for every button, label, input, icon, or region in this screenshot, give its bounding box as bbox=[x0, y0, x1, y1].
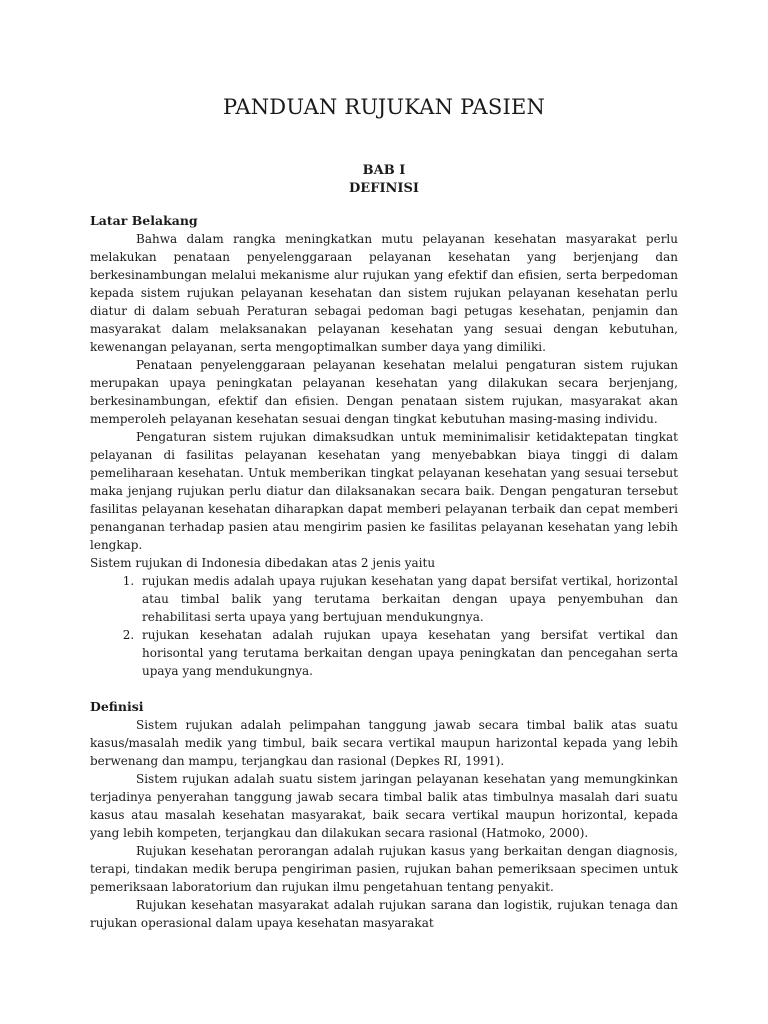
paragraph: Sistem rujukan adalah pelimpahan tanggung jawab secara timbal balik atas suatu kasus/masalah medik yang timbul, baik secara vertikal maupun harizontal kepada yang lebih berwenang dan mampu, terjangkau dan rasional (Depkes RI, 1991). bbox=[90, 718, 678, 768]
referral-types-list bbox=[90, 572, 678, 680]
chapter-title: DEFINISI bbox=[349, 181, 419, 196]
section-heading-definisi: Definisi bbox=[90, 699, 144, 714]
section-spacer bbox=[90, 680, 678, 698]
chapter-heading bbox=[90, 162, 678, 198]
document-title: PANDUAN RUJUKAN PASIEN bbox=[222, 95, 546, 119]
paragraph: Rujukan kesehatan masyarakat adalah rujukan sarana dan logistik, rujukan tenaga dan rujukan operasional dalam upaya kesehatan masyarakat bbox=[90, 898, 678, 930]
document-body bbox=[90, 212, 678, 932]
paragraph: Pengaturan sistem rujukan dimaksudkan untuk meminimalisir ketidaktepatan tingkat pelayanan di fasilitas pelayanan kesehatan yang menyebabkan biaya tinggi di dalam pemeliharaan kesehatan. Untuk memberikan tingkat pelayanan kesehatan yang sesuai tersebut maka jenjang rujukan perlu diatur dan dilaksanakan secara baik. Dengan pengaturan tersebut fasilitas pelayanan kesehatan diharapkan dapat memberi pelayanan terbaik dan cepat memberi penanganan terhadap pasien atau mengirim pasien ke fasilitas pelayanan kesehatan yang lebih lengkap. bbox=[90, 430, 678, 552]
list-intro: Sistem rujukan di Indonesia dibedakan atas 2 jenis yaitu bbox=[90, 556, 436, 570]
paragraph: Rujukan kesehatan perorangan adalah rujukan kasus yang berkaitan dengan diagnosis, terapi, tindakan medik berupa pengiriman pasien, rujukan bahan pemeriksaan specimen untuk pemeriksaan laboratorium dan rujukan ilmu pengetahuan tentang penyakit. bbox=[90, 844, 678, 894]
chapter-number: BAB I bbox=[362, 163, 406, 178]
list-item: 1. rujukan medis adalah upaya rujukan kesehatan yang dapat bersifat vertikal, horizontal atau timbal balik yang terutama berkaitan dengan upaya penyembuhan dan rehabilitasi serta upaya yang bertujuan mendukungnya. bbox=[138, 572, 678, 626]
list-item: 2. rujukan kesehatan adalah rujukan upaya kesehatan yang bersifat vertikal dan horisontal yang terutama berkaitan dengan upaya peningkatan dan pencegahan serta upaya yang mendukungnya. bbox=[138, 626, 678, 680]
paragraph: Sistem rujukan adalah suatu sistem jaringan pelayanan kesehatan yang memungkinkan terjadinya penyerahan tanggung jawab secara timbal balik atas timbulnya masalah dari suatu kasus atau masalah kesehatan masyarakat, baik secara vertikal maupun horizontal, kepada yang lebih kompeten, terjangkau dan dilakukan secara rasional (Hatmoko, 2000). bbox=[90, 772, 678, 840]
paragraph: Bahwa dalam rangka meningkatkan mutu pelayanan kesehatan masyarakat perlu melakukan penataan penyelenggaraan pelayanan kesehatan yang berjenjang dan berkesinambungan melalui mekanisme alur rujukan yang efektif dan efisien, serta berpedoman kepada sistem rujukan pelayanan kesehatan dan sistem rujukan pelayanan kesehatan perlu diatur di dalam sebuah Peraturan sebagai pedoman bagi petugas kesehatan, penjamin dan masyarakat dalam melaksanakan pelayanan kesehatan yang sesuai dengan kebutuhan, kewenangan pelayanan, serta mengoptimalkan sumber daya yang dimiliki. bbox=[90, 232, 678, 354]
paragraph: Penataan penyelenggaraan pelayanan kesehatan melalui pengaturan sistem rujukan merupakan upaya peningkatan pelayanan kesehatan yang dilakukan secara berjenjang, berkesinambungan, efektif dan efisien. Dengan penataan sistem rujukan, masyarakat akan memperoleh pelayanan kesehatan sesuai dengan tingkat kebutuhan masing-masing individu. bbox=[90, 358, 678, 426]
section-heading-latar-belakang: Latar Belakang bbox=[90, 213, 198, 228]
